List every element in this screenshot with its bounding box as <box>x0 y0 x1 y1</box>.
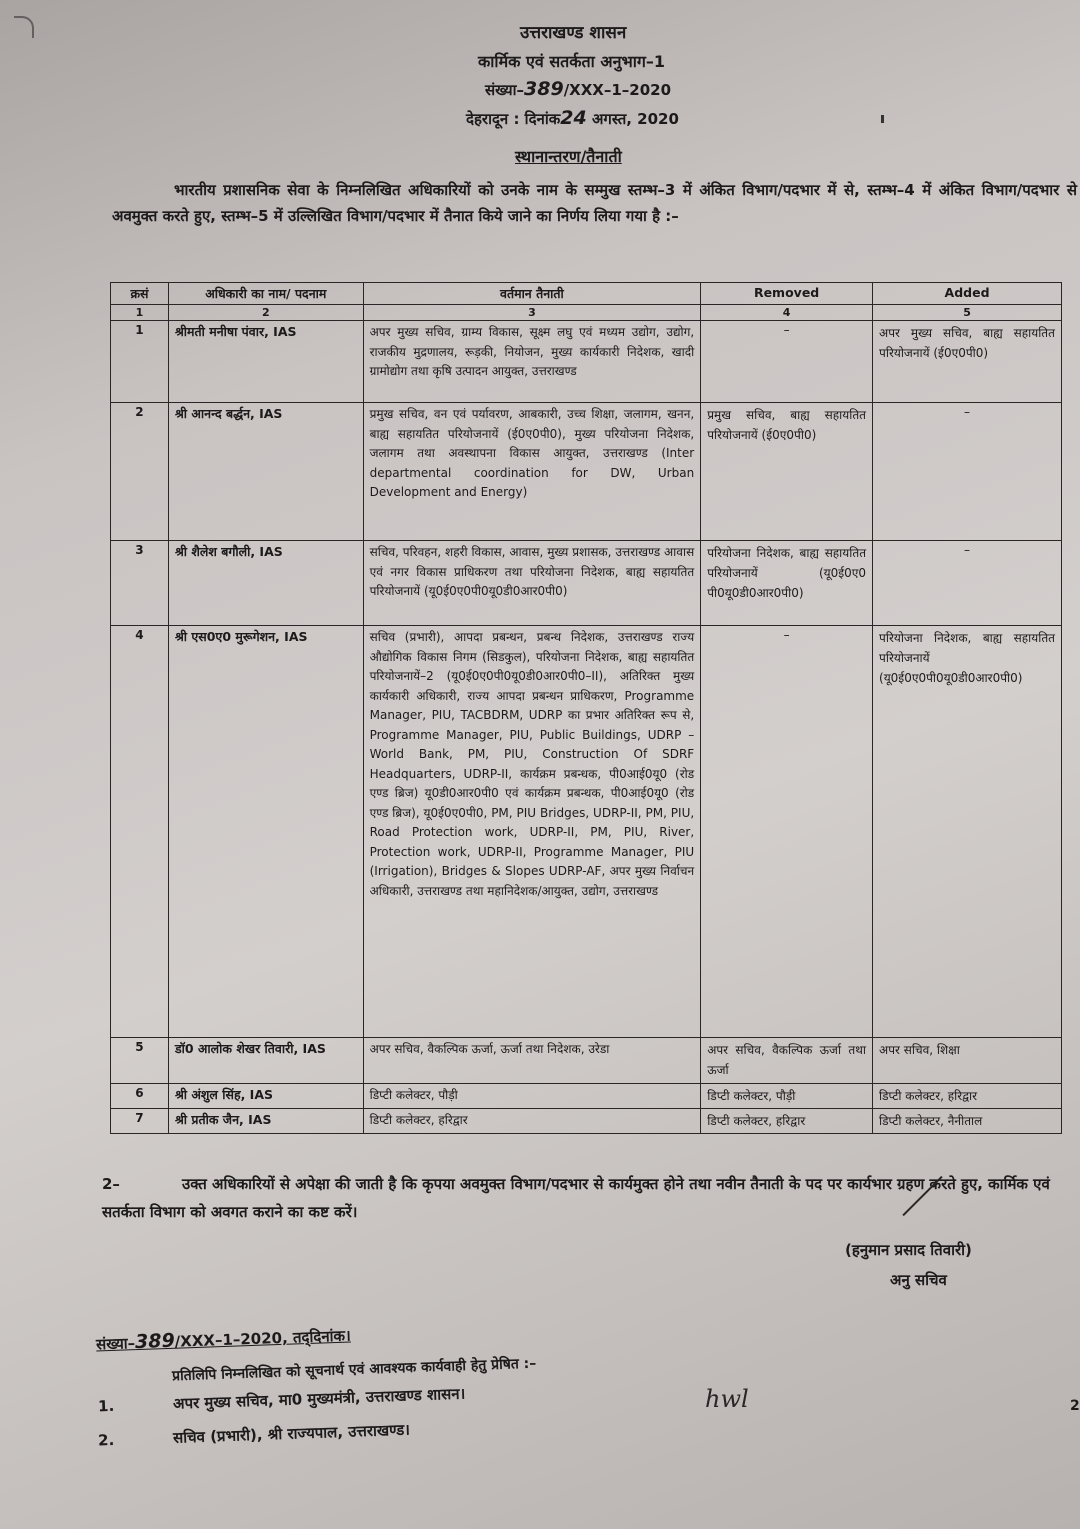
table-row <box>111 626 1062 1038</box>
signatory-name: (हनुमान प्रसाद तिवारी) <box>845 1241 972 1259</box>
removed-posting: अपर सचिव, वैकल्पिक ऊर्जा तथा ऊर्जा <box>701 1038 873 1084</box>
officer-name: श्री प्रतीक जैन, IAS <box>168 1109 363 1134</box>
handwritten-initials: hwl <box>705 1385 749 1413</box>
col-header-name: अधिकारी का नाम/ पदनाम <box>168 283 363 305</box>
added-posting: डिप्टी कलेक्टर, हरिद्वार <box>873 1084 1062 1109</box>
added-posting: परियोजना निदेशक, बाह्य सहायतित परियोजनायें (यू0ई0ए0पी0यू0डी0आर0पी0) <box>873 626 1062 1038</box>
col-header-sno: क्रसं <box>111 283 169 305</box>
row-sno: 1 <box>111 321 169 403</box>
officer-name: श्रीमती मनीषा पंवार, IAS <box>168 321 363 403</box>
added-posting: – <box>873 403 1062 541</box>
removed-posting: प्रमुख सचिव, बाह्य सहायतित परियोजनायें (ई0ए0पी0) <box>701 403 873 541</box>
copy-list-item: 2. सचिव (प्रभारी), श्री राज्यपाल, उत्तराखण्ड। <box>97 1420 411 1450</box>
date-line: देहरादून : दिनांक24 अगस्त, 2020 <box>466 107 679 129</box>
officer-name: श्री अंशुल सिंह, IAS <box>168 1084 363 1109</box>
col-header-current: वर्तमान तैनाती <box>363 283 701 305</box>
government-title: उत्तराखण्ड शासन <box>520 23 627 43</box>
officer-name: श्री एस0ए0 मुरूगेशन, IAS <box>168 626 363 1038</box>
subject-heading: स्थानान्तरण/तैनाती <box>515 147 622 166</box>
removed-posting: – <box>701 626 873 1038</box>
row-sno: 3 <box>111 541 169 626</box>
current-posting: सचिव (प्रभारी), आपदा प्रबन्धन, प्रबन्ध निदेशक, उत्तराखण्ड राज्य औद्योगिक विकास निगम (सिडकुल), परियोजना निदेशक, बाह्य सहायतित परियोजनायें–2 (यू0ई0ए0पी0यू0डी0आर0पी0–II), अतिरिक्त मुख्य कार्यकारी अधिकारी, राज्य आपदा प्रबन्धन प्राधिकरण, Programme Manager, PIU, TACBDRM, UDRP का प्रभार अतिरिक्त रूप से, Programme Manager, PIU, Public Buildings, UDRP –World Bank, PM, PIU, Construction Of SDRF Headquarters, UDRP-II, कार्यक्रम प्रबन्धक, पी0आई0यू0 (रोड एण्ड ब्रिज) यू0डी0आर0पी0 एवं कार्यक्रम प्रबन्धक, पी0आई0यू0 (रोड एण्ड ब्रिज), यू0ई0ए0पी0, PM, PIU Bridges, UDRP-II, PM, PIU, Road Protection work, UDRP-II, PM, PIU, River, Protection work, UDRP-II, Programme Manager, PIU (Irrigation), Bridges & Slopes UDRP-AF, अपर मुख्य निर्वाचन अधिकारी, उत्तराखण्ड तथा महानिदेशक/आयुक्त, उद्योग, उत्तराखण्ड <box>363 626 701 1038</box>
table-row <box>111 1084 1062 1109</box>
page-number: 2 <box>1070 1398 1080 1414</box>
transfer-table <box>110 282 1062 1134</box>
copy-list-item: 1. अपर मुख्य सचिव, मा0 मुख्यमंत्री, उत्तराखण्ड शासन। <box>97 1384 466 1416</box>
handwritten-number: 389 <box>134 1329 176 1354</box>
current-posting: डिप्टी कलेक्टर, हरिद्वार <box>363 1109 701 1134</box>
handwritten-number: 389 <box>524 78 564 100</box>
ink-mark <box>881 115 884 123</box>
removed-posting: – <box>701 321 873 403</box>
reference-number: संख्या–389/XXX–1–2020 <box>485 78 672 100</box>
column-number-row: 1 2 3 4 5 <box>111 305 1062 321</box>
current-posting: डिप्टी कलेक्टर, पौड़ी <box>363 1084 701 1109</box>
current-posting: अपर सचिव, वैकल्पिक ऊर्जा, ऊर्जा तथा निदेशक, उरेडा <box>363 1038 701 1084</box>
current-posting: सचिव, परिवहन, शहरी विकास, आवास, मुख्य प्रशासक, उत्तराखण्ड आवास एवं नगर विकास प्राधिकरण तथा परियोजना निदेशक, बाह्य सहायतित परियोजनायें (यू0ई0ए0पी0यू0डी0आर0पी0) <box>363 541 701 626</box>
copy-lead-text: प्रतिलिपि निम्नलिखित को सूचनार्थ एवं आवश्यक कार्यवाही हेतु प्रेषित :– <box>171 1355 537 1385</box>
signatory-designation: अनु सचिव <box>890 1271 947 1289</box>
row-sno: 6 <box>111 1084 169 1109</box>
current-posting: प्रमुख सचिव, वन एवं पर्यावरण, आबकारी, उच्च शिक्षा, जलागम, खनन, बाह्य सहायतित परियोजनायें (ई0ए0पी0), मुख्य परियोजना निदेशक, जलागम तथा अवस्थापना विकास आयुक्त, उत्तराखण्ड (Inter departmental coordination for DW, Urban Development and Energy) <box>363 403 701 541</box>
table-row <box>111 541 1062 626</box>
added-posting: अपर मुख्य सचिव, बाह्य सहायतित परियोजनायें (ई0ए0पी0) <box>873 321 1062 403</box>
pen-mark <box>14 16 34 38</box>
removed-posting: डिप्टी कलेक्टर, पौड़ी <box>701 1084 873 1109</box>
col-header-added: Added <box>873 283 1062 305</box>
officer-name: श्री शैलेश बगौली, IAS <box>168 541 363 626</box>
added-posting: – <box>873 541 1062 626</box>
removed-posting: डिप्टी कलेक्टर, हरिद्वार <box>701 1109 873 1134</box>
table-header-row <box>111 283 1062 305</box>
department-title: कार्मिक एवं सतर्कता अनुभाग–1 <box>478 52 666 71</box>
officer-name: श्री आनन्द बर्द्धन, IAS <box>168 403 363 541</box>
row-sno: 4 <box>111 626 169 1038</box>
removed-posting: परियोजना निदेशक, बाह्य सहायतित परियोजनायें (यू0ई0ए0 पी0यू0डी0आर0पी0) <box>701 541 873 626</box>
col-header-removed: Removed <box>701 283 873 305</box>
added-posting: डिप्टी कलेक्टर, नैनीताल <box>873 1109 1062 1134</box>
table-row <box>111 1038 1062 1084</box>
instruction-paragraph: 2– उक्त अधिकारियों से अपेक्षा की जाती है कि कृपया अवमुक्त विभाग/पदभार से कार्यमुक्त होने तथा नवीन तैनाती के पद पर कार्यभार ग्रहण करते हुए, कार्मिक एवं सतर्कता विभाग को अवगत कराने का कष्ट करें। <box>102 1170 1077 1226</box>
added-posting: अपर सचिव, शिक्षा <box>873 1038 1062 1084</box>
intro-paragraph: भारतीय प्रशासनिक सेवा के निम्नलिखित अधिकारियों को उनके नाम के सम्मुख स्तम्भ–3 में अंकित विभाग/पदभार में से, स्तम्भ–4 में अंकित विभाग/पदभार से अवमुक्त करते हुए, स्तम्भ–5 में उल्लिखित विभाग/पदभार में तैनात किये जाने का निर्णय लिया गया है :– <box>112 181 1077 225</box>
row-sno: 5 <box>111 1038 169 1084</box>
row-sno: 2 <box>111 403 169 541</box>
copy-reference: संख्या–389/XXX–1–2020, तद्‌दिनांक। <box>95 1326 352 1354</box>
officer-name: डॉ0 आलोक शेखर तिवारी, IAS <box>168 1038 363 1084</box>
table-row <box>111 321 1062 403</box>
current-posting: अपर मुख्य सचिव, ग्राम्य विकास, सूक्ष्म लघु एवं मध्यम उद्योग, उद्योग, राजकीय मुद्रणालय, रूड़की, नियोजन, मुख्य कार्यकारी निदेशक, खादी ग्रामोद्योग तथा कृषि उत्पादन आयुक्त, उत्तराखण्ड <box>363 321 701 403</box>
row-sno: 7 <box>111 1109 169 1134</box>
paragraph-number: 2– <box>102 1175 120 1193</box>
handwritten-day: 24 <box>560 107 587 129</box>
table-row <box>111 403 1062 541</box>
table-row <box>111 1109 1062 1134</box>
